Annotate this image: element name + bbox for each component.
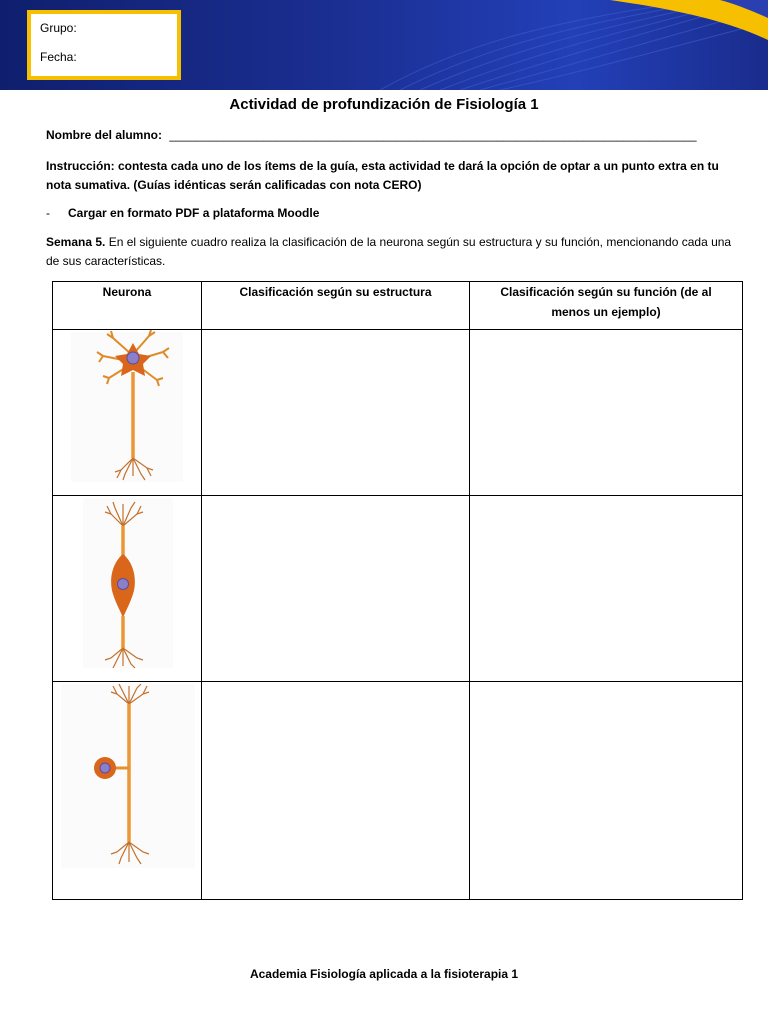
student-name-label: Nombre del alumno: (46, 128, 163, 142)
header-neurona: Neurona (53, 282, 202, 330)
structure-cell[interactable] (202, 330, 470, 496)
week-text: En el siguiente cuadro realiza la clasificación de la neurona según su estructura y su función, mencionando cada una de sus características. (46, 235, 732, 268)
table-row (53, 330, 743, 496)
table-row (53, 682, 743, 900)
neuron-image-cell (53, 330, 202, 496)
header-structure: Clasificación según su estructura (202, 282, 470, 330)
instruction-text: Instrucción: contesta cada uno de los ítems de la guía, esta actividad te dará la opción de optar a un punto extra en tu nota sumativa. (Guías idénticas serán calificadas con nota CERO) (46, 159, 719, 192)
function-cell[interactable] (470, 682, 743, 900)
week-label: Semana 5. (46, 235, 106, 249)
classification-table (52, 281, 743, 900)
bipolar-neuron-icon (53, 496, 201, 676)
header-banner (0, 0, 768, 90)
structure-cell[interactable] (202, 682, 470, 900)
group-label: Grupo: (40, 21, 77, 35)
student-name-row (46, 128, 697, 142)
function-cell[interactable] (470, 496, 743, 682)
week-paragraph (46, 233, 736, 271)
pseudounipolar-neuron-icon (53, 682, 201, 894)
structure-cell[interactable] (202, 496, 470, 682)
bullet-text: Cargar en formato PDF a plataforma Moodle (68, 206, 320, 220)
bullet-dash: - (46, 206, 50, 220)
neuron-image-cell (53, 496, 202, 682)
header-function: Clasificación según su función (de al menos un ejemplo) (470, 282, 743, 330)
group-date-box (27, 10, 181, 80)
table-header-row (53, 282, 743, 330)
function-cell[interactable] (470, 330, 743, 496)
date-label: Fecha: (40, 50, 77, 64)
student-name-blank[interactable]: _______________________________________________________________________________ (169, 128, 697, 142)
footer-text: Academia Fisiología aplicada a la fisioterapia 1 (249, 967, 519, 981)
page-title: Actividad de profundización de Fisiología 1 (229, 96, 539, 113)
table-row (53, 496, 743, 682)
neuron-image-cell (53, 682, 202, 900)
multipolar-neuron-icon (53, 330, 201, 490)
